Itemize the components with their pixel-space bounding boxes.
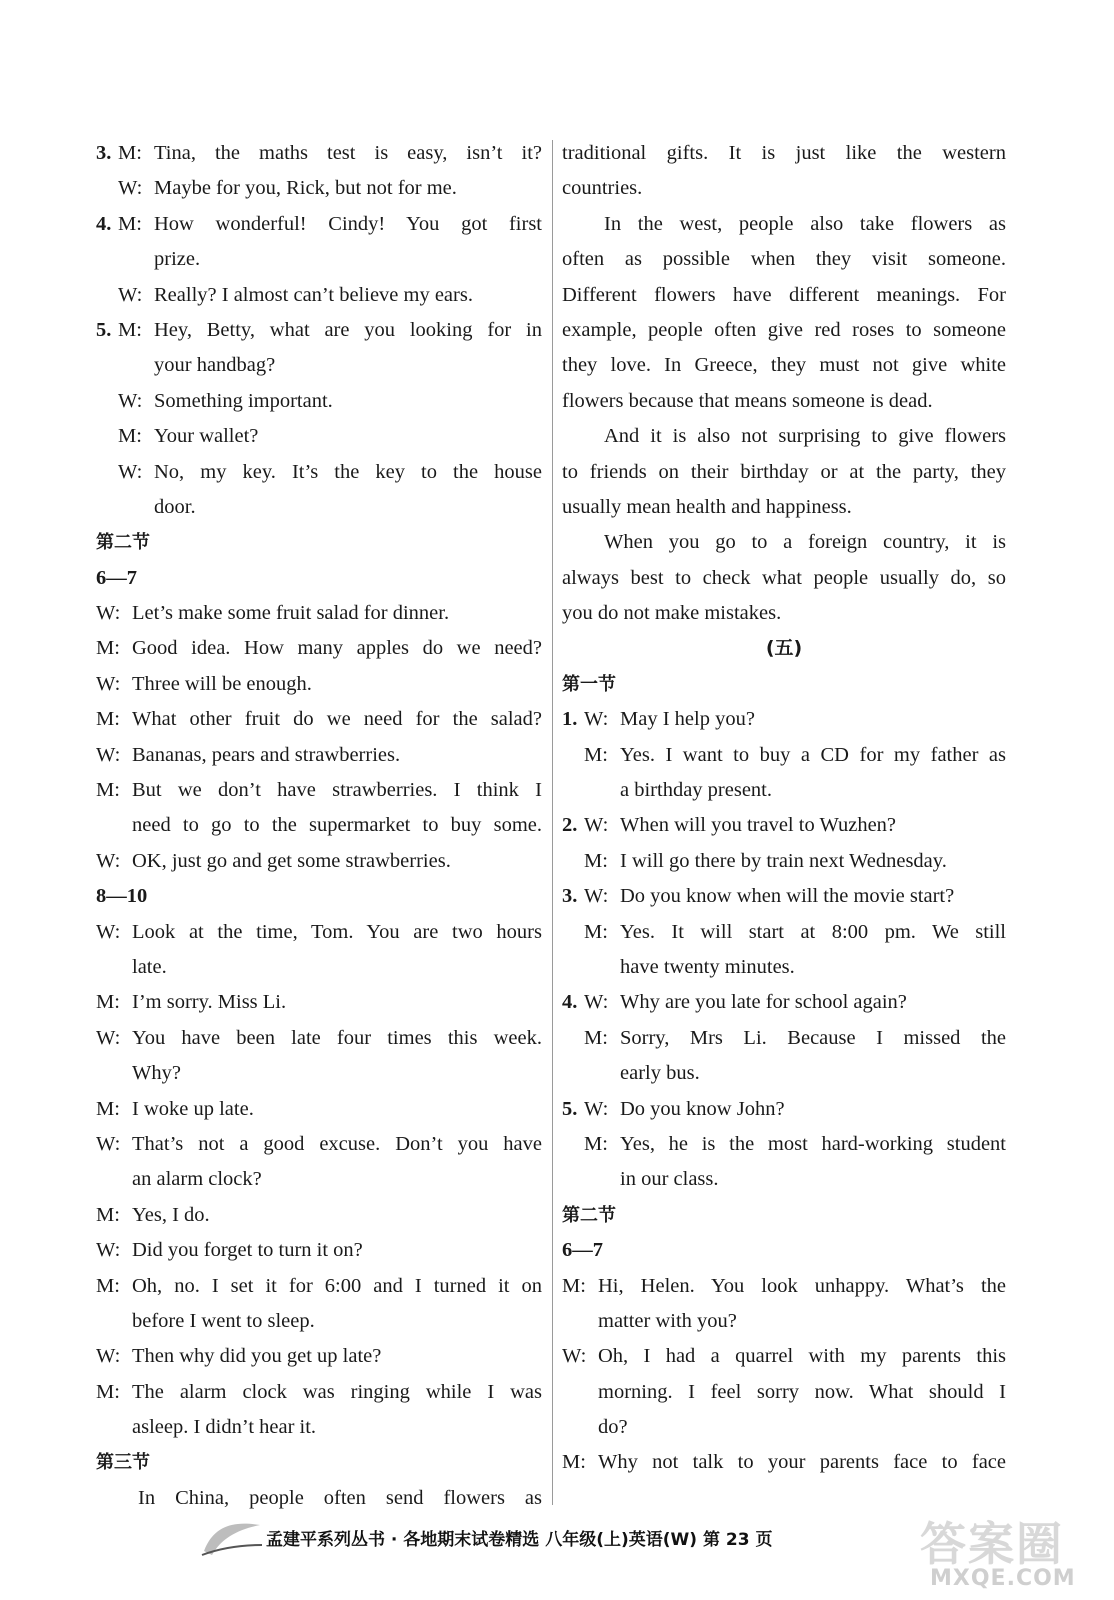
passage-line: you do not make mistakes.	[562, 602, 782, 625]
section-heading: 第二节	[96, 532, 150, 554]
dialogue-text: Sorry, Mrs Li. Because I missed the	[620, 1026, 1006, 1049]
dialogue-text: prize.	[154, 248, 201, 271]
text-line	[562, 879, 1006, 914]
text-line	[562, 950, 1006, 985]
question-range: 6—7	[562, 1239, 603, 1262]
dialogue-text: Your wallet?	[154, 425, 259, 448]
speaker-label: W:	[96, 1239, 121, 1262]
text-line	[562, 808, 1006, 843]
text-line	[96, 348, 542, 383]
text-line	[562, 1198, 1006, 1233]
dialogue-text: Why are you late for school again?	[620, 991, 907, 1014]
speaker-label: M:	[96, 1274, 120, 1297]
speaker-label: M:	[96, 1097, 120, 1120]
speaker-label: M:	[562, 1274, 586, 1297]
dialogue-text: Do you know John?	[620, 1097, 785, 1120]
text-line	[96, 879, 542, 914]
speaker-label: M:	[96, 779, 120, 802]
speaker-label: W:	[96, 1345, 121, 1368]
text-line	[562, 1339, 1006, 1374]
speaker-label: W:	[584, 1097, 609, 1120]
dialogue-text: How wonderful! Cindy! You got first	[154, 212, 542, 235]
question-number: 5.	[96, 318, 112, 341]
passage-line: they love. In Greece, they must not give white	[562, 354, 1006, 377]
watermark-url: MXQE.COM	[930, 1566, 1076, 1591]
dialogue-text: Let’s make some fruit salad for dinner.	[132, 602, 450, 625]
dialogue-text: Yes. I want to buy a CD for my father as	[620, 743, 1006, 766]
text-line	[96, 419, 542, 454]
text-line	[96, 596, 542, 631]
dialogue-text: in our class.	[620, 1168, 719, 1191]
watermark-logo: 答案圈	[920, 1517, 1064, 1571]
passage-paragraph-start: In China, people often send flowers as	[138, 1486, 542, 1509]
dialogue-text: Tina, the maths test is easy, isn’t it?	[154, 142, 542, 164]
section-heading: 第一节	[562, 673, 616, 695]
dialogue-text: Good idea. How many apples do we need?	[132, 637, 542, 660]
dialogue-text: Maybe for you, Rick, but not for me.	[154, 177, 457, 200]
text-line	[96, 1021, 542, 1056]
speaker-label: M:	[96, 1380, 120, 1403]
text-line	[96, 242, 542, 277]
dialogue-text: Hi, Helen. You look unhappy. What’s the	[598, 1274, 1006, 1297]
text-line	[562, 985, 1006, 1020]
dialogue-text: an alarm clock?	[132, 1168, 262, 1191]
text-line	[96, 313, 542, 348]
dialogue-text: Why not talk to your parents face to face	[598, 1451, 1006, 1474]
dialogue-text: That’s not a good excuse. Don’t you have	[132, 1132, 542, 1155]
dialogue-text: Three will be enough.	[132, 672, 312, 695]
passage-line: countries.	[562, 177, 643, 200]
part-title: (五)	[765, 637, 803, 660]
text-line	[96, 1092, 542, 1127]
dialogue-text: matter with you?	[598, 1309, 737, 1332]
text-line	[96, 1481, 542, 1516]
text-line	[96, 207, 542, 242]
dialogue-text: Why?	[132, 1062, 181, 1085]
question-number: 3.	[562, 885, 578, 908]
column-divider	[552, 140, 553, 1505]
speaker-label: M:	[96, 637, 120, 660]
text-line	[96, 1162, 542, 1197]
text-line	[562, 1127, 1006, 1162]
text-line	[96, 561, 542, 596]
speaker-label: W:	[96, 1132, 121, 1155]
text-line	[96, 667, 542, 702]
speaker-label: W:	[96, 602, 121, 625]
speaker-label: M:	[584, 743, 608, 766]
dialogue-text: asleep. I didn’t hear it.	[132, 1416, 317, 1439]
dialogue-text: Look at the time, Tom. You are two hours	[132, 920, 542, 943]
dialogue-text: need to go to the supermarket to buy some.	[132, 814, 542, 837]
text-line	[562, 313, 1006, 348]
text-line	[96, 1127, 542, 1162]
question-range: 8—10	[96, 885, 148, 908]
text-line	[562, 915, 1006, 950]
speaker-label: W:	[584, 885, 609, 908]
text-line	[96, 985, 542, 1020]
passage-paragraph-start: When you go to a foreign country, it is	[604, 531, 1006, 554]
question-number: 2.	[562, 814, 578, 837]
speaker-label: M:	[562, 1451, 586, 1474]
question-number: 3.	[96, 142, 112, 164]
text-line	[562, 561, 1006, 596]
dialogue-text: But we don’t have strawberries. I think I	[132, 779, 542, 802]
dialogue-text: Hey, Betty, what are you looking for in	[154, 318, 542, 341]
text-line	[96, 950, 542, 985]
passage-line: traditional gifts. It is just like the western	[562, 142, 1006, 164]
text-line	[562, 1410, 1006, 1445]
question-number: 5.	[562, 1097, 578, 1120]
speaker-label: M:	[584, 1026, 608, 1049]
text-line	[96, 278, 542, 313]
text-line	[96, 915, 542, 950]
text-line	[562, 384, 1006, 419]
speaker-label: W:	[562, 1345, 587, 1368]
speaker-label: W:	[118, 177, 143, 200]
dialogue-text: do?	[598, 1416, 628, 1439]
dialogue-text: You have been late four times this week.	[132, 1026, 542, 1049]
dialogue-text: Really? I almost can’t believe my ears.	[154, 283, 473, 306]
question-range: 6—7	[96, 566, 137, 589]
text-line	[96, 384, 542, 419]
speaker-label: M:	[584, 920, 608, 943]
text-line	[562, 1304, 1006, 1339]
passage-line: example, people often give red roses to someone	[562, 318, 1006, 341]
text-line	[562, 1375, 1006, 1410]
text-line	[96, 702, 542, 737]
text-line	[562, 490, 1006, 525]
passage-line: always best to check what people usually do, so	[562, 566, 1006, 589]
text-line	[562, 738, 1006, 773]
text-line	[562, 702, 1006, 737]
text-line	[96, 844, 542, 879]
dialogue-text: Do you know when will the movie start?	[620, 885, 955, 908]
dialogue-text: Yes, I do.	[132, 1203, 210, 1226]
section-heading: 第三节	[96, 1452, 150, 1474]
text-line	[562, 171, 1006, 206]
section-heading: 第二节	[562, 1204, 616, 1226]
text-line	[96, 1339, 542, 1374]
text-line	[562, 242, 1006, 277]
dialogue-text: Yes, he is the most hard-working student	[620, 1132, 1006, 1155]
speaker-label: W:	[96, 920, 121, 943]
speaker-label: M:	[118, 425, 142, 448]
text-line	[562, 1056, 1006, 1091]
text-line	[562, 596, 1006, 631]
right-column	[562, 136, 1006, 1481]
text-line	[96, 1269, 542, 1304]
speaker-label: M:	[118, 318, 142, 341]
text-line	[562, 1445, 1006, 1480]
passage-line: often as possible when they visit someone.	[562, 248, 1006, 271]
speaker-label: M:	[118, 142, 142, 164]
dialogue-text: Something important.	[154, 389, 333, 412]
text-line	[562, 419, 1006, 454]
speaker-label: M:	[96, 1203, 120, 1226]
passage-line: to friends on their birthday or at the party, they	[562, 460, 1006, 483]
text-line	[96, 1233, 542, 1268]
speaker-label: M:	[584, 1132, 608, 1155]
speaker-label: M:	[96, 991, 120, 1014]
text-line	[96, 631, 542, 666]
speaker-label: W:	[96, 743, 121, 766]
dialogue-text: Then why did you get up late?	[132, 1345, 382, 1368]
dialogue-text: morning. I feel sorry now. What should I	[598, 1380, 1006, 1403]
text-line	[96, 1056, 542, 1091]
text-line	[562, 1092, 1006, 1127]
text-line	[96, 808, 542, 843]
dialogue-text: Bananas, pears and strawberries.	[132, 743, 401, 766]
text-line	[96, 1304, 542, 1339]
text-line	[96, 525, 542, 560]
speaker-label: W:	[584, 708, 609, 731]
text-line	[562, 631, 1006, 666]
dialogue-text: I’m sorry. Miss Li.	[132, 991, 287, 1014]
dialogue-text: a birthday present.	[620, 779, 772, 802]
speaker-label: W:	[584, 991, 609, 1014]
text-line	[562, 1233, 1006, 1268]
dialogue-text: late.	[132, 955, 167, 978]
text-line	[96, 455, 542, 490]
speaker-label: W:	[118, 283, 143, 306]
text-line	[96, 738, 542, 773]
text-line	[562, 525, 1006, 560]
text-line	[562, 667, 1006, 702]
question-number: 1.	[562, 708, 578, 731]
dialogue-text: I woke up late.	[132, 1097, 254, 1120]
book-series-logo-icon	[200, 1515, 264, 1559]
text-line	[562, 1269, 1006, 1304]
speaker-label: W:	[584, 814, 609, 837]
dialogue-text: before I went to sleep.	[132, 1309, 315, 1332]
question-number: 4.	[562, 991, 578, 1014]
speaker-label: W:	[96, 672, 121, 695]
text-line	[562, 1021, 1006, 1056]
text-line	[562, 773, 1006, 808]
dialogue-text: Oh, I had a quarrel with my parents this	[598, 1345, 1006, 1368]
speaker-label: W:	[96, 1026, 121, 1049]
text-line	[562, 844, 1006, 879]
dialogue-text: have twenty minutes.	[620, 955, 795, 978]
page-footer	[200, 1515, 880, 1559]
text-line	[562, 1162, 1006, 1197]
dialogue-text: Oh, no. I set it for 6:00 and I turned it on	[132, 1274, 542, 1297]
speaker-label: W:	[96, 849, 121, 872]
text-line	[96, 136, 542, 171]
speaker-label: W:	[118, 460, 143, 483]
left-column	[96, 136, 542, 1516]
text-line	[562, 348, 1006, 383]
text-line	[96, 1198, 542, 1233]
text-line	[562, 278, 1006, 313]
dialogue-text: When will you travel to Wuzhen?	[620, 814, 897, 837]
dialogue-text: early bus.	[620, 1062, 700, 1085]
speaker-label: M:	[118, 212, 142, 235]
speaker-label: M:	[584, 849, 608, 872]
dialogue-text: door.	[154, 495, 196, 518]
dialogue-text: No, my key. It’s the key to the house	[154, 460, 542, 483]
speaker-label: M:	[96, 708, 120, 731]
dialogue-text: The alarm clock was ringing while I was	[132, 1380, 542, 1403]
dialogue-text: I will go there by train next Wednesday.	[620, 849, 947, 872]
text-line	[96, 773, 542, 808]
footer-text: 孟建平系列丛书 · 各地期末试卷精选 八年级(上)英语(W) 第 23 页	[266, 1530, 773, 1550]
text-line	[562, 136, 1006, 171]
speaker-label: W:	[118, 389, 143, 412]
text-line	[562, 455, 1006, 490]
dialogue-text: OK, just go and get some strawberries.	[132, 849, 451, 872]
passage-paragraph-start: In the west, people also take flowers as	[604, 212, 1006, 235]
text-line	[96, 1410, 542, 1445]
text-line	[96, 171, 542, 206]
dialogue-text: Yes. It will start at 8:00 pm. We still	[620, 920, 1006, 943]
text-line	[96, 1375, 542, 1410]
text-line	[96, 1445, 542, 1480]
dialogue-text: May I help you?	[620, 708, 755, 731]
dialogue-text: Did you forget to turn it on?	[132, 1239, 363, 1262]
text-line	[96, 490, 542, 525]
question-number: 4.	[96, 212, 112, 235]
dialogue-text: What other fruit do we need for the salad?	[132, 708, 542, 731]
passage-line: flowers because that means someone is dead.	[562, 389, 933, 412]
passage-line: usually mean health and happiness.	[562, 495, 852, 518]
text-line	[562, 207, 1006, 242]
passage-paragraph-start: And it is also not surprising to give flowers	[604, 425, 1006, 448]
passage-line: Different flowers have different meanings. For	[562, 283, 1006, 306]
dialogue-text: your handbag?	[154, 354, 276, 377]
